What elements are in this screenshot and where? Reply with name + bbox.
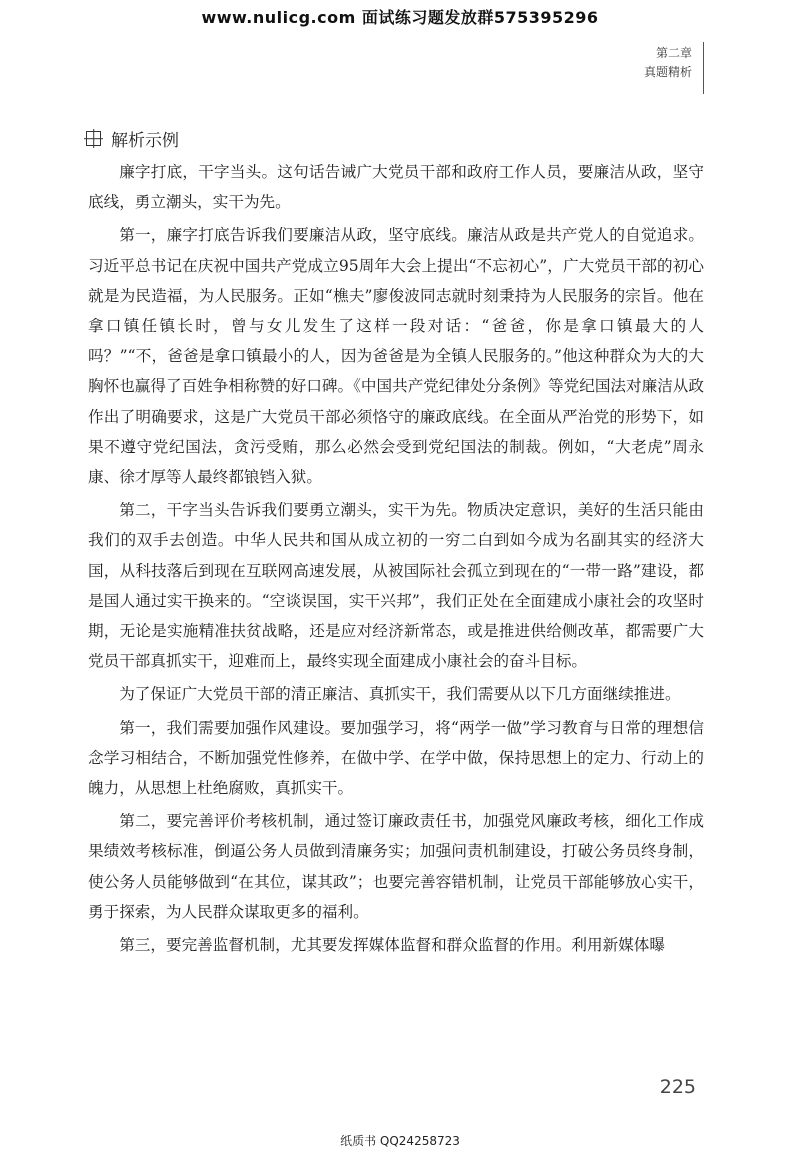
paragraph: 第一，廉字打底告诉我们要廉洁从政，坚守底线。廉洁从政是共产党人的自觉追求。习近平总书记在庆祝中国共产党成立95周年大会上提出“不忘初心”，广大党员干部的初心就是为民造福，为人民服务。正如“樵夫”廖俊波同志就时刻秉持为人民服务的宗旨。他在拿口镇任镇长时，曾与女儿发生了这样一段对话：“爸爸，你是拿口镇最大的人吗？”“不，爸爸是拿口镇最小的人，因为爸爸是为全镇人民服务的。”他这种群众为大的大胸怀也赢得了百姓争相称赞的好口碑。《中国共产党纪律处分条例》等党纪国法对廉洁从政作出了明确要求，这是广大党员干部必须恪守的廉政底线。在全面从严治党的形势下，如果不遵守党纪国法，贪污受贿，那么必然会受到党纪国法的制裁。例如，“大老虎”周永康、徐才厚等人最终都锒铛入狱。 [88,226,704,487]
paragraph: 第二，干字当头告诉我们要勇立潮头，实干为先。物质决定意识，美好的生活只能由我们的双手去创造。中华人民共和国从成立初的一穷二白到如今成为名副其实的经济大国，从科技落后到现在互联网高速发展，从被国际社会孤立到现在的“一带一路”建设，都是国人通过实干换来的。“空谈误国，实干兴邦”，我们正处在全面建成小康社会的攻坚时期，无论是实施精准扶贫战略，还是应对经济新常态，或是推进供给侧改革，都需要广大党员干部真抓实干，迎难而上，最终实现全面建成小康社会的奋斗目标。 [88,501,704,671]
chapter-divider [703,42,704,94]
boxed-cross-icon [86,131,101,146]
chapter-subtitle: 真题精析 [643,65,692,79]
paragraph: 第二，要完善评价考核机制，通过签订廉政责任书，加强党风廉政考核，细化工作成果绩效考核标准，倒逼公务人员做到清廉务实；加强问责机制建设，打破公务员终身制，使公务人员能够做到“在其位，谋其政”；也要完善容错机制，让党员干部能够放心实干，勇于探索，为人民群众谋取更多的福利。 [88,812,704,921]
section-heading-text: 解析示例 [111,131,179,151]
chapter-title: 第二章 [655,46,692,60]
bottom-watermark: 纸质书 QQ24258723 [340,1134,460,1148]
page-number: 225 [659,1076,696,1098]
top-watermark: www.nulicg.com 面试练习题发放群575395296 [201,8,599,27]
paragraph: 为了保证广大党员干部的清正廉洁、真抓实干，我们需要从以下几方面继续推进。 [119,685,681,704]
paragraph: 第一，我们需要加强作风建设。要加强学习，将“两学一做”学习教育与日常的理想信念学习相结合，不断加强党性修养，在做中学、在学中做，保持思想上的定力、行动上的魄力，从思想上杜绝腐败，真抓实干。 [88,718,704,798]
section-heading [86,126,179,151]
body-text [88,157,704,963]
paragraph: 廉字打底，干字当头。这句话告诫广大党员干部和政府工作人员，要廉洁从政，坚守底线，勇立潮头，实干为先。 [88,163,704,212]
chapter-header [644,44,692,82]
paragraph: 第三，要完善监督机制，尤其要发挥媒体监督和群众监督的作用。利用新媒体曝 [119,936,665,955]
